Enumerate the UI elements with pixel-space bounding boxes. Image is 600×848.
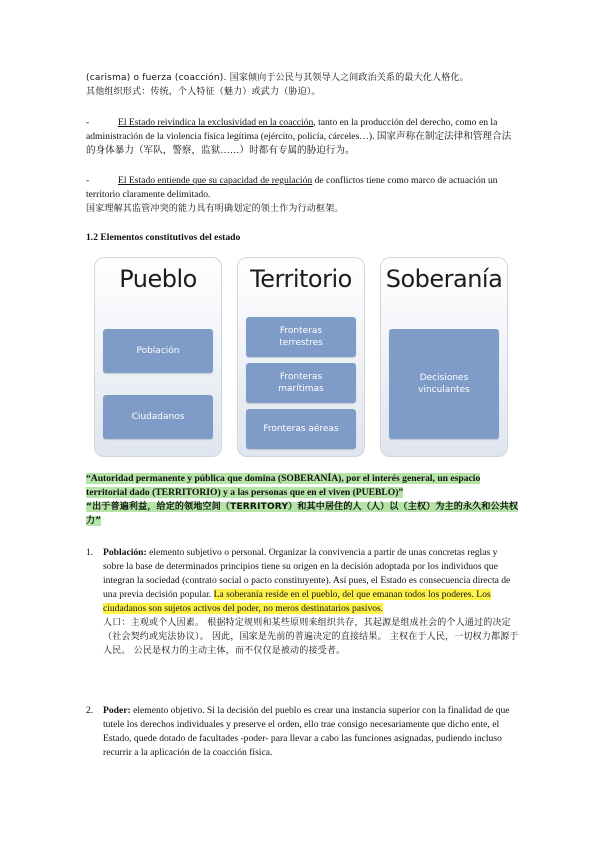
bullet-text: , tanto en la producción del derecho, como en la administración de la violencia física legítima (ejército, policía, cárceles…). 国家声称在制定法律和管理合法的身体暴力（军队，警察，监狱……）时都有专属的胁迫行为。 (86, 117, 512, 156)
intro-paragraph (86, 71, 520, 99)
diagram-box: Ciudadanos (103, 395, 213, 439)
elements-diagram (94, 257, 508, 457)
item-term: Población: (103, 547, 147, 558)
section-heading: 1.2 Elementos constitutivos del estado (86, 232, 241, 243)
diagram-box: Decisiones vinculantes (389, 329, 499, 439)
item-text: elemento subjetivo o personal. Organizar la convivencia a partir de unas concretas reglas y sobre la base de determinados principios tiene su origen en la decisión adoptada por los individuos que integran la sociedad (contrato social o pacto constituyente). Así pues, el Estado es consecuencia directa de una previa decisión popular. (103, 547, 511, 600)
diagram-box: Fronteras aéreas (246, 409, 356, 449)
bullet-text: de conflictos tiene como marco de actuación un territorio claramente delimitado. (86, 175, 498, 200)
diagram-box: Fronteras terrestres (246, 317, 356, 357)
diagram-box: Población (103, 329, 213, 373)
item-term: Poder: (103, 705, 131, 716)
bullet-dash: - (86, 117, 90, 128)
bullet-coaccion (86, 116, 520, 158)
column-soberania (380, 257, 508, 457)
bullet-cn-text: 国家理解其监管冲突的能力具有明确划定的领土作为行动框架。 (86, 204, 344, 214)
item-highlight: La soberanía reside en el pueblo, del que emanan todos los poderes. Los ciudadanos son sujetos activos del poder, no meros destinatarios pasivos. (103, 589, 491, 614)
diagram-box: Fronteras marítimas (246, 363, 356, 403)
definition-quote (86, 472, 520, 528)
intro-line-2: 其他组织形式：传统，个人特征（魅力）或武力（胁迫）。 (86, 87, 321, 97)
column-pueblo (94, 257, 222, 457)
bullet-underlined-text: El Estado reivindica la exclusividad en la coacción (118, 117, 314, 128)
column-title: Pueblo (119, 265, 197, 293)
column-title: Soberanía (385, 265, 503, 293)
quote-cn: “出于普遍利益，给定的领地空间（TERRITORY）和其中居住的人（人）以（主权）为主的永久和公共权力” (86, 502, 519, 526)
item-cn-text: 人口：主观或个人因素。 根据特定规则和某些原则来组织共存，其起源是组成社会的个人通过的决定（社会契约或宪法协议）。 因此，国家是先前的普遍决定的直接结果。 主权在于人民，一切权力都源于人民。 公民是权力的主动主体，而不仅仅是被动的接受者。 (103, 618, 519, 656)
item-text: elemento objetivo. Si la decisión del pueblo es crear una instancia superior con la finalidad de que tutele los derechos individuales y preserve el orden, ello trae consigo necesariamente que dicho ente, el Estado, quede dotado de facultades -poder- para llevar a cabo las funciones asignadas, pudiendo incluso recurrir a la aplicación de la coacción física. (103, 705, 510, 758)
list-number: 1. (86, 547, 94, 558)
list-item-poblacion (86, 546, 520, 658)
bullet-underlined-text: El Estado entiende que su capacidad de regulación (118, 175, 313, 186)
bullet-regulacion (86, 174, 520, 216)
bullet-dash: - (86, 175, 90, 186)
list-item-poder (86, 704, 520, 760)
list-number: 2. (86, 705, 94, 716)
intro-line-1: (carisma) o fuerza (coacción). 国家倾向于公民与其领导人之间政治关系的最大化人格化。 (86, 73, 469, 83)
column-title: Territorio (250, 265, 352, 293)
quote-es: “Autoridad permanente y pública que domina (SOBERANÍA), por el interés general, un espacio territorial dado (TERRITORIO) y a las personas que en el viven (PUEBLO)” (86, 473, 481, 498)
column-territorio (237, 257, 365, 457)
